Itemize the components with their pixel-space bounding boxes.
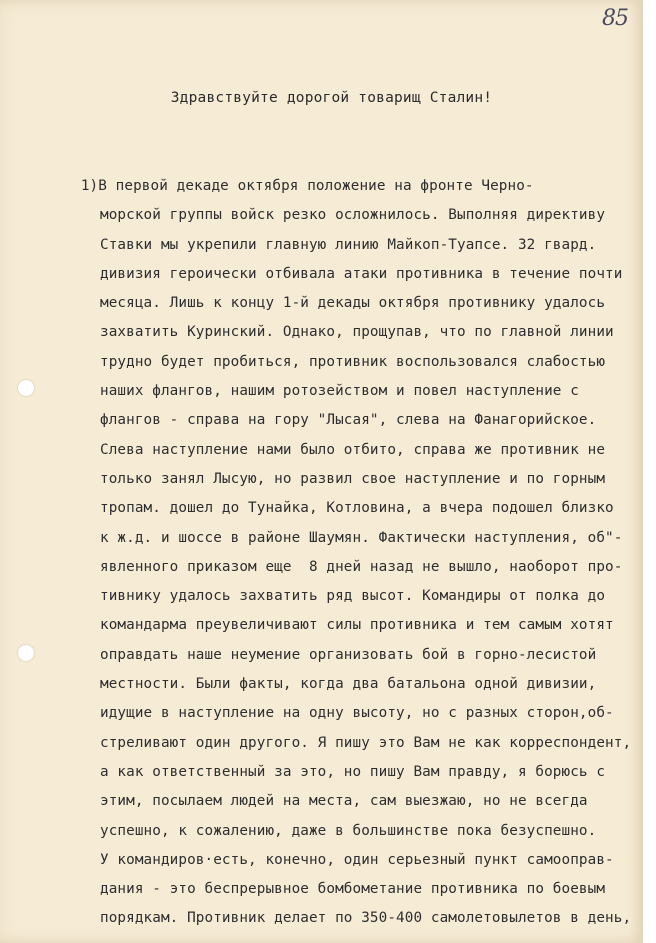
text-line: идущие в наступление на одну высоту, но с разных сторон,об- xyxy=(100,705,614,722)
text-line: а как ответственный за это, но пишу Вам правду, я борюсь с xyxy=(100,763,606,780)
page-number: 85 xyxy=(602,6,628,31)
text-line: оправдать наше неумение организовать бой в горно-лесистой xyxy=(100,646,597,663)
text-line: стреливают один другого. Я пишу это Вам не как корреспондент, xyxy=(100,734,632,751)
punch-hole xyxy=(18,380,34,396)
text-line: только занял Лысую, но развил свое наступление и по горным xyxy=(100,470,606,487)
text-line: 1)В первой декаде октября положение на фронте Черно- xyxy=(46,178,534,194)
text-line: месяца. Лишь к концу 1-й декады октября противнику удалось xyxy=(100,295,606,312)
salutation: Здравствуйте дорогой товарищ Сталин! xyxy=(170,90,493,106)
text-line: морской группы войск резко осложнилось. Выполняя директиву xyxy=(100,207,606,224)
text-line: местности. Были факты, когда два батальона одной дивизии, xyxy=(100,676,597,693)
letter-body xyxy=(46,172,643,934)
text-line: успешно, к сожалению, даже в большинстве пока безуспешно. xyxy=(100,822,597,839)
text-line: наших флангов, нашим ротозейством и повел наступление с xyxy=(100,383,579,400)
text-line: к ж.д. и шоссе в районе Шаумян. Фактически наступления, об"- xyxy=(100,529,623,546)
text-line: захватить Куринский. Однако, прощупав, что по главной линии xyxy=(100,324,614,341)
text-line: флангов - справа на гору "Лысая", слева на Фанагорийское. xyxy=(100,412,597,429)
text-line: тивнику удалось захватить ряд высот. Командиры от полка до xyxy=(100,588,606,605)
punch-hole xyxy=(18,645,34,661)
text-line: Слева наступление нами было отбито, справа же противник не xyxy=(100,441,606,458)
text-line: дания - это беспрерывное бомбометание противника по боевым xyxy=(100,881,606,898)
text-line: порядкам. Противник делает по 350-400 самолетовылетов в день, xyxy=(100,910,632,927)
page-background-margin xyxy=(643,0,656,943)
text-line: Ставки мы укрепили главную линию Майкоп-Туапсе. 32 гвард. xyxy=(100,236,597,253)
text-line: явленного приказом еще 8 дней назад не вышло, наоборот про- xyxy=(100,558,623,575)
text-line: командарма преувеличивают силы противника и тем самым хотят xyxy=(100,617,614,634)
text-line: трудно будет пробиться, противник воспользовался слабостью xyxy=(100,353,606,370)
text-line: тропам. дошел до Тунайка, Котловина, а вчера подошел близко xyxy=(100,500,614,517)
text-line: дивизия героически отбивала атаки противника в течение почти xyxy=(100,265,623,282)
text-line: У командиров·есть, конечно, один серьезный пункт самооправ- xyxy=(100,851,614,868)
text-line: этим, посылаем людей на места, сам выезжаю, но не всегда xyxy=(100,793,588,810)
